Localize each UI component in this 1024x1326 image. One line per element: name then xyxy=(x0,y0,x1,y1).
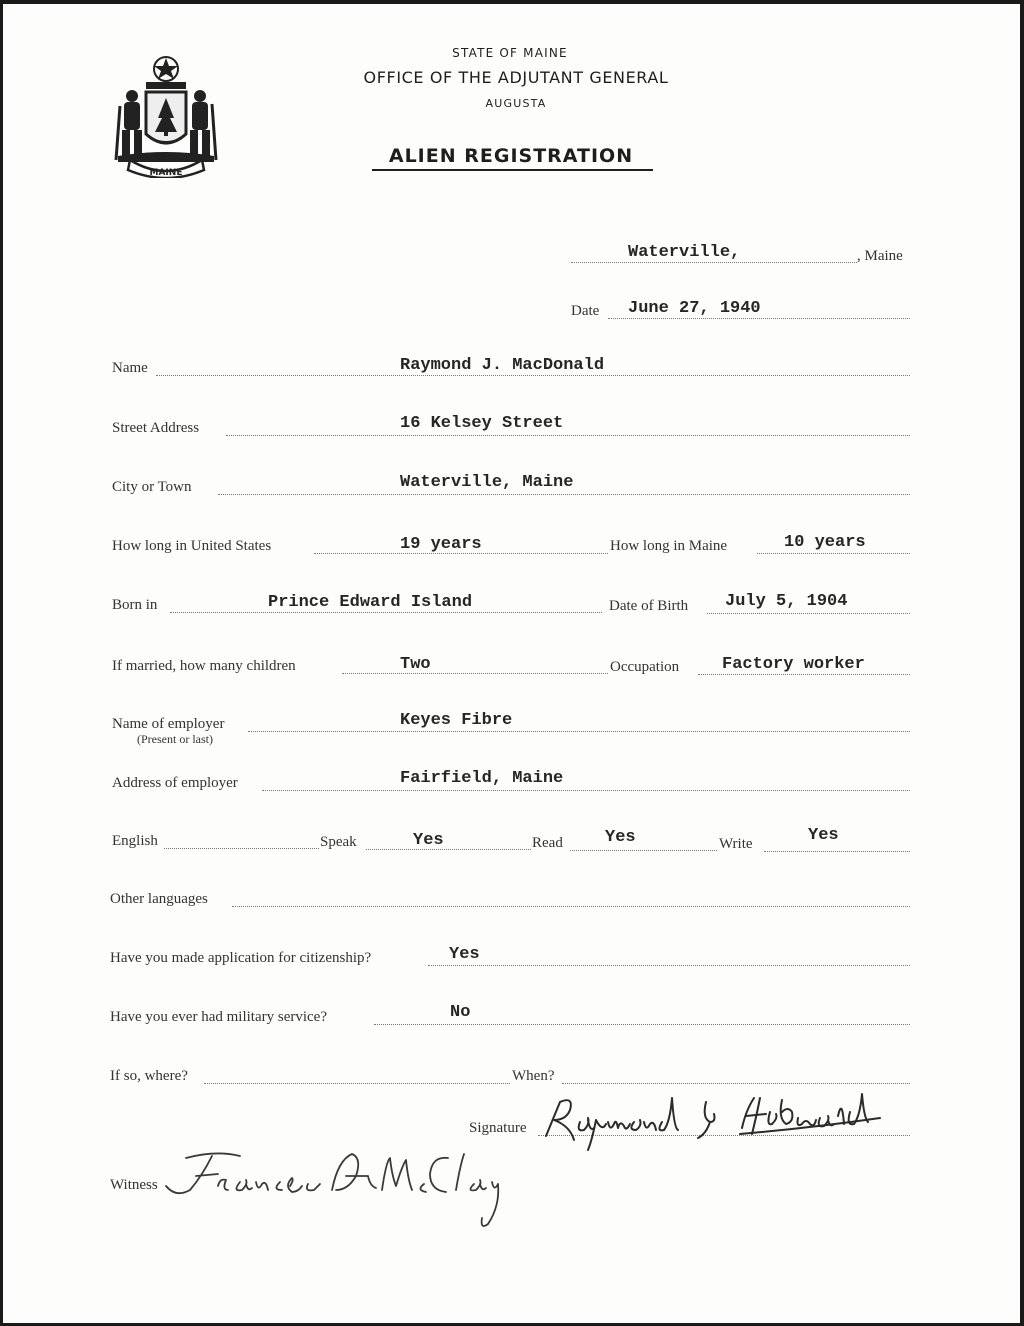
citizenship-value: Yes xyxy=(449,945,480,964)
city-or-town-value: Waterville, Maine xyxy=(400,473,574,492)
street-address-field-line xyxy=(226,435,910,436)
write-value: Yes xyxy=(808,826,839,845)
date-value: June 27, 1940 xyxy=(628,299,761,318)
page-title: ALIEN REGISTRATION xyxy=(388,145,634,167)
citizenship-label: Have you made application for citizenship? xyxy=(110,950,372,966)
seal-banner-text: MAINE xyxy=(149,168,183,178)
employer-address-label: Address of employer xyxy=(112,775,238,791)
children-value: Two xyxy=(400,655,431,674)
occupation-field-line xyxy=(698,674,910,675)
title-underline xyxy=(372,169,653,171)
city-or-town-field-line xyxy=(218,494,910,495)
english-label: English xyxy=(112,833,158,849)
where-label: If so, where? xyxy=(110,1068,188,1084)
city-or-town-label: City or Town xyxy=(112,479,192,495)
born-in-value: Prince Edward Island xyxy=(268,593,473,612)
signature-label: Signature xyxy=(469,1120,527,1136)
header-office: OFFICE OF THE ADJUTANT GENERAL xyxy=(363,68,669,87)
employer-note: (Present or last) xyxy=(137,732,213,746)
where-field-line xyxy=(204,1083,510,1084)
when-label: When? xyxy=(512,1068,555,1084)
witness-label: Witness xyxy=(110,1177,158,1193)
name-label: Name xyxy=(112,360,148,376)
applicant-signature-image xyxy=(530,1088,910,1154)
scan-border-top xyxy=(0,0,1024,4)
how-long-maine-value: 10 years xyxy=(784,533,866,552)
read-value: Yes xyxy=(605,828,636,847)
occupation-label: Occupation xyxy=(610,659,680,675)
date-of-birth-label: Date of Birth xyxy=(609,598,689,614)
scan-border-left xyxy=(0,0,3,1326)
how-long-us-value: 19 years xyxy=(400,535,482,554)
children-label: If married, how many children xyxy=(112,658,296,674)
children-field-line xyxy=(342,673,608,674)
read-field-line xyxy=(570,850,717,851)
other-languages-label: Other languages xyxy=(110,891,208,907)
military-service-field-line xyxy=(374,1024,910,1025)
how-long-maine-field-line xyxy=(757,553,910,554)
born-in-field-line xyxy=(170,612,602,613)
employer-address-field-line xyxy=(262,790,910,791)
occupation-value: Factory worker xyxy=(722,655,865,674)
scan-border-right xyxy=(1020,0,1024,1326)
place-field-line xyxy=(571,262,857,263)
speak-field-line xyxy=(366,849,531,850)
street-address-value: 16 Kelsey Street xyxy=(400,414,564,433)
street-address-label: Street Address xyxy=(112,420,200,436)
name-field-line xyxy=(156,375,910,376)
other-languages-field-line xyxy=(232,906,910,907)
date-field-line xyxy=(608,318,910,319)
place-value: Waterville, xyxy=(628,243,741,262)
speak-label: Speak xyxy=(320,834,357,850)
date-of-birth-field-line xyxy=(707,613,910,614)
header-city: AUGUSTA xyxy=(485,97,547,110)
read-label: Read xyxy=(532,835,563,851)
speak-value: Yes xyxy=(413,831,444,850)
how-long-maine-label: How long in Maine xyxy=(610,538,728,554)
write-field-line xyxy=(764,851,910,852)
header-state: STATE OF MAINE xyxy=(452,46,568,60)
name-value: Raymond J. MacDonald xyxy=(400,356,605,375)
witness-signature-image xyxy=(156,1146,506,1230)
employer-value: Keyes Fibre xyxy=(400,711,513,730)
date-of-birth-value: July 5, 1904 xyxy=(725,592,848,611)
military-service-label: Have you ever had military service? xyxy=(110,1009,327,1025)
born-in-label: Born in xyxy=(112,597,158,613)
write-label: Write xyxy=(719,836,753,852)
date-label: Date xyxy=(571,303,600,319)
military-service-value: No xyxy=(450,1003,471,1022)
when-field-line xyxy=(562,1083,910,1084)
maine-label: , Maine xyxy=(857,248,903,264)
employer-address-value: Fairfield, Maine xyxy=(400,769,564,788)
employer-field-line xyxy=(248,731,910,732)
citizenship-field-line xyxy=(428,965,910,966)
employer-label: Name of employer xyxy=(112,716,225,732)
english-field-line xyxy=(164,848,319,849)
how-long-us-label: How long in United States xyxy=(112,538,272,554)
